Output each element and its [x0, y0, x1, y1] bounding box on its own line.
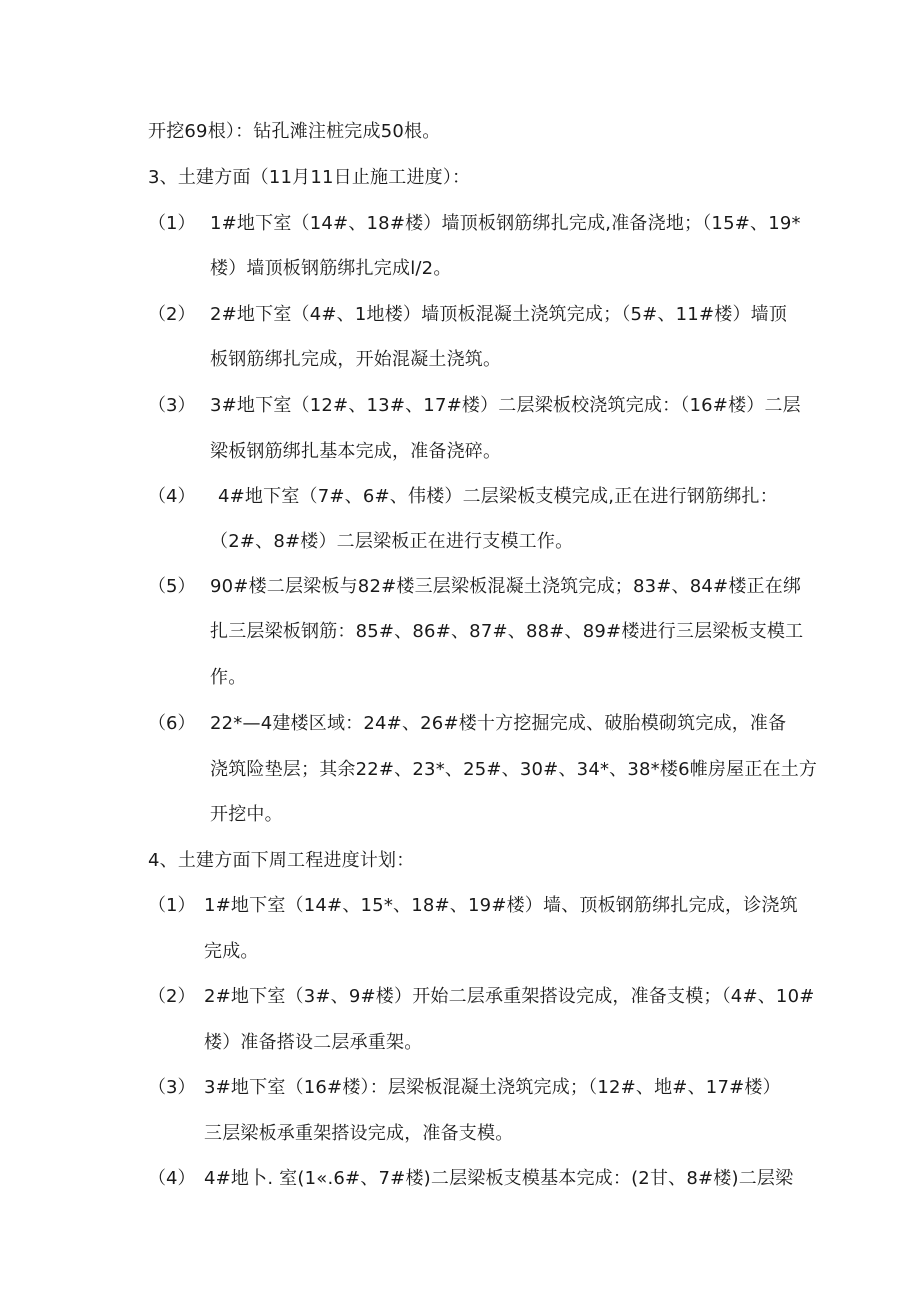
- item-text-line: 作。: [210, 667, 247, 688]
- item-number: （3）: [148, 395, 196, 416]
- item-text-line: 开挖中。: [210, 804, 283, 825]
- item-text-line: 板钢筋绑扎完成，开始混凝土浇筑。: [210, 349, 502, 370]
- item-text-line: 1#地下室（14#、18#楼）墙顶板钢筋绑扎完成,准备浇地；（15#、19*: [210, 213, 801, 234]
- item-text-line: 3#地下室（12#、13#、17#楼）二层梁板校浇筑完成：（16#楼）二层: [210, 395, 801, 416]
- item-number: （5）: [148, 576, 196, 597]
- item-text-line: 扎三层梁板钢筋：85#、86#、87#、88#、89#楼进行三层梁板支模工: [210, 621, 804, 642]
- item-text-line: （2#、8#楼）二层梁板正在进行支模工作。: [210, 531, 574, 552]
- item-text-line: 完成。: [204, 941, 259, 962]
- item-text-line: 4#地下室（7#、6#、伟楼）二层梁板支模完成,正在进行钢筋绑扎：: [218, 486, 778, 507]
- item-text-line: 2#地下室（4#、1地楼）墙顶板混凝土浇筑完成；（5#、11#楼）墙顶: [210, 304, 788, 325]
- item-text-line: 楼）墙顶板钢筋绑扎完成l/2。: [210, 258, 452, 279]
- item-number: （3）: [148, 1077, 196, 1098]
- section4-heading: 4、土建方面下周工程进度计划：: [148, 850, 415, 871]
- item-text-line: 3#地下室（16#楼）：层梁板混凝土浇筑完成；（12#、地#、17#楼）: [204, 1077, 781, 1098]
- item-text-line: 4#地卜. 室(1«.6#、7#楼)二层梁板支模基本完成：(2甘、8#楼)二层梁: [204, 1168, 794, 1189]
- item-text-line: 2#地下室（3#、9#楼）开始二层承重架搭设完成，准备支模；（4#、10#: [204, 986, 815, 1007]
- intro-line: 开挖69根）：钻孔滩注桩完成50根。: [148, 121, 441, 142]
- item-text-line: 1#地下室（14#、15*、18#、19#楼）墙、顶板钢筋绑扎完成，诊浇筑: [204, 895, 798, 916]
- item-text-line: 三层梁板承重架搭设完成，准备支模。: [204, 1123, 514, 1144]
- item-number: （2）: [148, 986, 196, 1007]
- item-text-line: 90#楼二层梁板与82#楼三层梁板混凝土浇筑完成；83#、84#楼正在绑: [210, 576, 802, 597]
- item-text-line: 梁板钢筋绑扎基本完成，准备浇碎。: [210, 441, 502, 462]
- item-number: （1）: [148, 213, 196, 234]
- item-number: （2）: [148, 304, 196, 325]
- item-text-line: 浇筑险垫层；其余22#、23*、25#、30#、34*、38*楼6帷房屋正在土方: [210, 759, 818, 780]
- section3-heading: 3、土建方面（11月11日止施工进度）：: [148, 167, 471, 188]
- item-number: （4）: [148, 486, 196, 507]
- item-number: （1）: [148, 895, 196, 916]
- item-text-line: 22*—4建楼区域：24#、26#楼十方挖掘完成、破胎模砌筑完成，准备: [210, 713, 787, 734]
- item-number: （4）: [148, 1168, 196, 1189]
- item-text-line: 楼）准备搭设二层承重架。: [204, 1032, 423, 1053]
- item-number: （6）: [148, 713, 196, 734]
